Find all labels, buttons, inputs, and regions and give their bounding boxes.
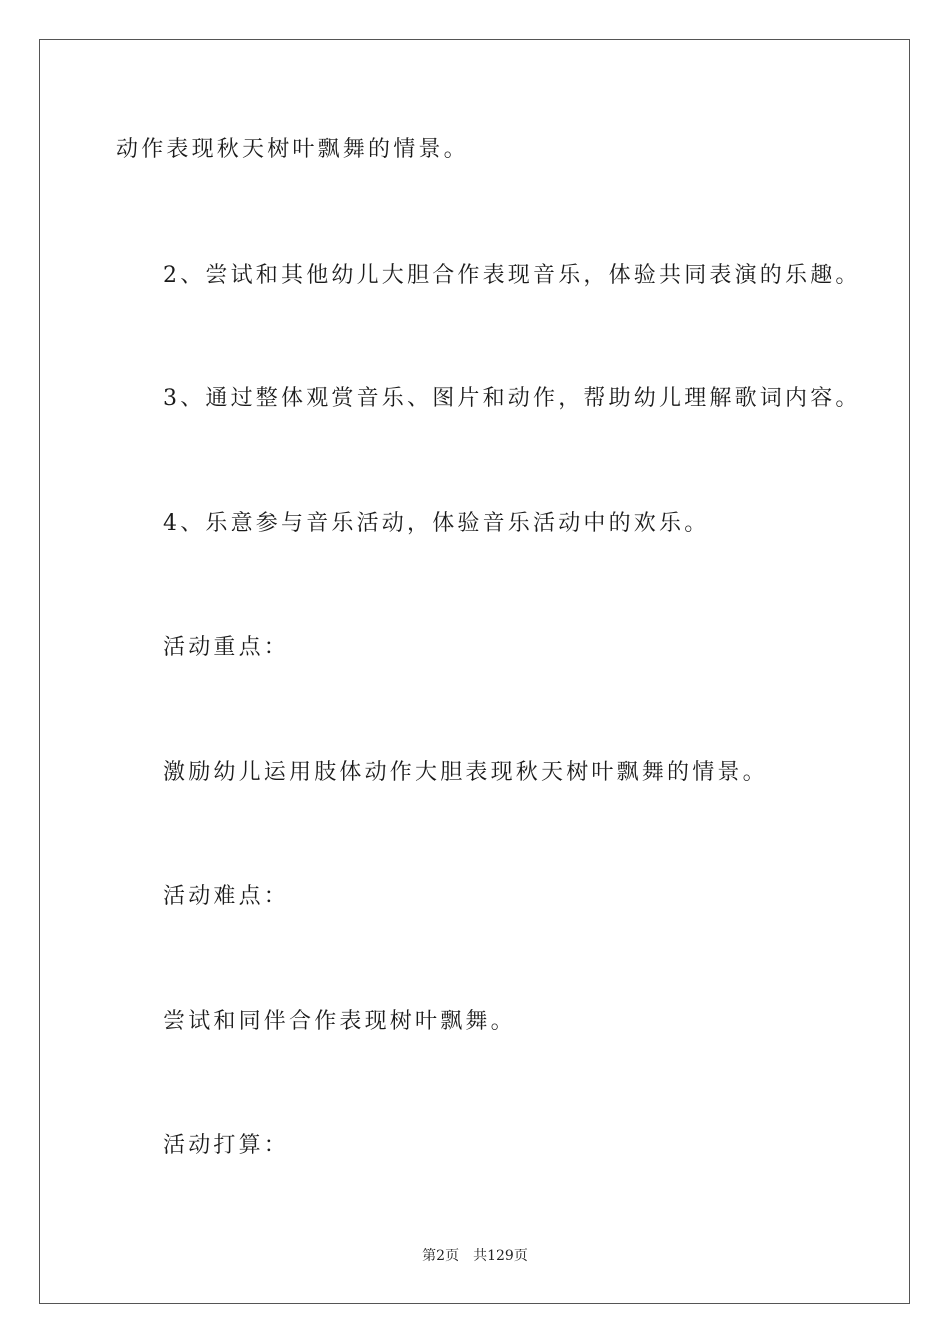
difficulties-text: 尝试和同伴合作表现树叶飘舞。 [163,1009,516,1034]
total-pages: 共129页 [473,1248,528,1264]
objective-item-3: 3、通过整体观赏音乐、图片和动作，帮助幼儿理解歌词内容。 [163,386,861,411]
page-number: 第2页 [422,1248,460,1264]
heading-activity-plan: 活动打算： [163,1133,290,1158]
heading-difficulties: 活动难点： [163,884,290,909]
objective-item-2: 2、尝试和其他幼儿大胆合作表现音乐，体验共同表演的乐趣。 [163,263,861,288]
page-footer [0,1247,950,1265]
page-border [39,39,910,1304]
heading-key-points: 活动重点： [163,635,290,660]
objective-item-4: 4、乐意参与音乐活动，体验音乐活动中的欢乐。 [163,511,710,536]
key-points-text: 激励幼儿运用肢体动作大胆表现秋天树叶飘舞的情景。 [163,760,768,785]
paragraph-continuation: 动作表现秋天树叶飘舞的情景。 [116,137,469,162]
